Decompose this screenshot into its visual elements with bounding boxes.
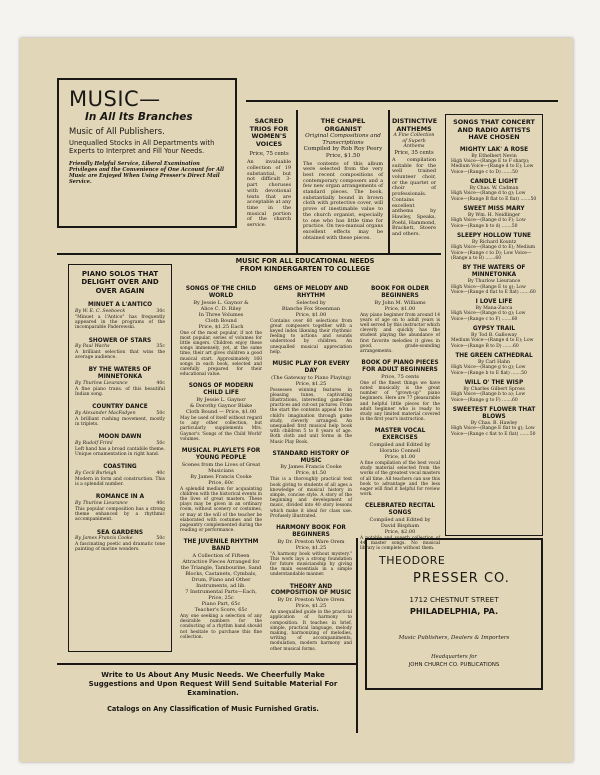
col-c-info-line: Compiled and Edited by — [369, 517, 431, 524]
footer-vrule — [356, 538, 358, 733]
col-a-title: SONGS OF MODERN CHILD LIFE — [188, 383, 254, 397]
column-beginners — [360, 286, 440, 552]
anthems-title: DISTINCTIVE ANTHEMS — [392, 117, 438, 133]
chapel-organist-price: Price, $1.50 — [325, 152, 361, 159]
music-ad-branches: In All Its Branches — [85, 111, 193, 123]
music-ad-publishers: Music of All Publishers. — [69, 126, 165, 136]
radio-song-item — [451, 233, 537, 261]
radio-song-ranges: High Voice—(Range d to g); Low Voice—(Range B flat to E flat) .......50 — [451, 191, 537, 202]
piano-solo-composer: By Thurlow Lieurance — [75, 381, 128, 387]
col-b-title: HARMONY BOOK FOR BEGINNERS — [276, 525, 346, 538]
col-a-info-line: Piano Part, 65c — [201, 601, 241, 608]
col-a-info-line: Scenes from the Lives of Great Musicians — [181, 461, 261, 474]
col-a-info-line: In Three Volumes — [198, 311, 244, 318]
chapel-organist-subtitle: Original Compositions and Transcriptions — [305, 133, 381, 146]
piano-solo-desc: A brilliant selection that wins the average audience. — [75, 349, 165, 361]
col-a-info-line: By Jessie L. Gaynor & — [193, 299, 249, 306]
presser-city: PHILADELPHIA, PA. — [409, 606, 499, 616]
radio-song-ranges: High Voice—(Range E flat to g); Low Voice—(Range c flat to E flat) .......50 — [451, 426, 536, 437]
col-b-info-line: By James Francis Cooke — [280, 464, 342, 471]
piano-solos-title: PIANO SOLOS THAT DELIGHT OVER AND OVER AGAIN — [81, 270, 159, 295]
col-b-item — [270, 584, 352, 652]
radio-songs-box — [445, 114, 543, 536]
radio-song-composer: By Tod B. Galloway — [471, 332, 517, 338]
chapel-organist-compiled: Compiled by Rob Roy Peery — [303, 146, 383, 153]
col-c-title: BOOK OF PIANO PIECES FOR ADULT BEGINNERS — [361, 360, 439, 374]
radio-song-composer: By Richard Kountz — [471, 239, 517, 245]
piano-solos-list — [75, 302, 165, 552]
radio-song-composer: By Charles Gilbert Spross — [463, 386, 525, 392]
col-b-info-line: Price, $1.00 — [295, 311, 327, 318]
radio-song-item — [451, 380, 537, 403]
divider-v2 — [388, 110, 390, 255]
piano-solo-item — [75, 464, 165, 487]
radio-song-title: SWEETEST FLOWER THAT BLOWS — [452, 407, 536, 420]
col-c-info-line: Horatio Connell — [379, 448, 421, 455]
piano-solo-desc: A fascinating poetic and dramatic tone painting of marine wonders. — [75, 541, 165, 553]
piano-solo-composer: By Thurlow Lieurance — [75, 501, 128, 507]
radio-song-composer: By Carl Hahn — [477, 359, 511, 365]
presser-hq-2: JOHN CHURCH CO. PUBLICATIONS — [408, 662, 500, 668]
col-b-info-line: Price, $1.25 — [295, 603, 327, 610]
distinctive-anthems — [392, 118, 436, 238]
col-c-item — [360, 360, 440, 422]
piano-solo-price: 50c — [156, 441, 165, 447]
radio-song-ranges: High Voice—(Range d to g); Low Voice—(Range c to F) .......60 — [451, 311, 526, 322]
col-c-info-line: Compiled and Edited by — [369, 442, 431, 449]
radio-song-title: BY THE WATERS OF MINNETONKA — [462, 265, 526, 279]
piano-solo-title: COASTING — [103, 464, 137, 471]
col-a-info-line: By Jessie L. Gaynor — [196, 397, 246, 404]
col-c-title: BOOK FOR OLDER BEGINNERS — [370, 286, 429, 299]
col-a-item — [180, 448, 262, 533]
col-a-desc: Any one seeking a selection of any desirable numbers for the conducting of a rhythm band should not hesitate to purchase this fine collection. — [180, 614, 262, 640]
piano-solo-title: SEA GARDENS — [96, 529, 144, 536]
col-c-info-line: Price, $1.00 — [384, 454, 416, 461]
radio-song-ranges: Medium Voice—(Range d to E); Low Voice—(Range B to D) .......60 — [451, 338, 534, 349]
radio-song-composer: By Wm. H. Neidlinger — [467, 212, 521, 218]
presser-name-2: PRESSER CO. — [413, 571, 510, 586]
piano-solo-desc: "Minuet a l'Antico" has frequently appeared in the programs of the incomparable Paderewski. — [75, 314, 165, 331]
column-child-songs — [180, 286, 262, 640]
col-c-desc: A fine compilation of the best vocal study material selected from the works of the greatest vocal masters of all time. All teachers can use this book to advantage and the less eager will find it helpful for review work. — [360, 461, 440, 498]
col-b-desc: Possesses winning features in pleasing tunes, captivating illustrations, interesting game-like practices and cut-out pictures. From the start the contents appeal to the child's imagination through game study, cleverly arranged. An unequalled first musical help book with children 5 to 8 years of age. Both cloth and unit forms in the Music Play Book. — [270, 387, 352, 445]
music-ad-stocks: Unequalled Stocks in All Departments with Experts to Interpret and Fill Your Needs. — [69, 139, 215, 156]
radio-song-title: I LOVE LIFE — [475, 299, 513, 306]
piano-solo-title: SHOWER OF STARS — [88, 337, 152, 344]
col-b-info-line: Price, $1.25 — [295, 380, 327, 387]
col-a-info-line: Price, 60c — [208, 479, 234, 486]
piano-solo-price: 40c — [156, 501, 165, 507]
piano-solo-item — [75, 338, 165, 361]
radio-song-ranges: High Voice—(Range E to g); Low Voice—(Range d flat to E flat) .......60 — [451, 284, 536, 295]
piano-solo-price: 50c — [156, 536, 165, 542]
radio-song-title: WILL O' THE WISP — [464, 380, 524, 387]
sacred-trios-title: SACRED TRIOS FOR WOMEN'S VOICES — [249, 117, 289, 148]
radio-song-composer: By Chas. W. Cadman — [469, 185, 519, 191]
presser-box — [365, 538, 543, 690]
col-a-info-line: By James Francis Cooke — [190, 473, 252, 480]
radio-song-title: SLEEPY HOLLOW TUNE — [456, 233, 532, 240]
col-c-item — [360, 286, 440, 354]
piano-solo-title: BY THE WATERS OF MINNETONKA — [88, 367, 152, 381]
music-ad-box — [57, 78, 237, 228]
piano-solo-item — [75, 404, 165, 427]
piano-solo-composer: By James Francis Cooke — [75, 536, 133, 542]
radio-song-item — [451, 407, 537, 437]
music-ad-title: MUSIC— — [69, 87, 161, 111]
radio-song-composer: By Thurlow Lieurance — [467, 278, 521, 284]
radio-song-composer: By Ethelbert Nevin — [471, 153, 517, 159]
piano-solo-desc: Modern in form and construction. This is a splendid number. — [75, 476, 165, 487]
radio-song-composer: By Chas. B. Hawley — [470, 420, 518, 426]
piano-solo-desc: A brilliant rushing movement, mostly in triplets. — [75, 416, 165, 427]
col-c-info-line: By John M. Williams — [374, 299, 426, 306]
radio-song-ranges: High Voice—(Range g to g); Low Voice—(Range b to E flat) .......50 — [451, 365, 527, 376]
piano-solo-title: COUNTRY DANCE — [92, 404, 148, 411]
piano-solo-price: 35c — [156, 344, 165, 350]
col-c-info-line: Price, 75 cents — [381, 373, 419, 380]
radio-song-ranges: High Voice—(Range b to a); Low Voice—(Range g to F) .......60 — [451, 392, 526, 403]
col-a-info-line: & Dorothy Gaynor Blake — [189, 403, 253, 410]
col-b-title: THEORY AND COMPOSITION OF MUSIC — [270, 583, 352, 597]
anthems-desc: A compilation suitable for the well trained volunteer choir, or the quartet or choir of professionals. Contains excellent anthems by Hawley, Speaks, Poehl, Hammond, Brackett, Stoere and others. — [392, 156, 436, 238]
radio-song-title: SWEET MISS MARY — [463, 206, 525, 213]
col-a-info-line: Teacher's Score, 65c — [194, 607, 248, 614]
piano-solo-price: 30c — [156, 309, 165, 315]
presser-tagline: Music Publishers, Dealers & Importers — [398, 635, 510, 641]
piano-solos-box — [68, 264, 172, 652]
page — [20, 38, 573, 762]
col-b-title: STANDARD HISTORY OF MUSIC — [272, 450, 350, 464]
col-c-title: MASTER VOCAL EXERCISES — [374, 428, 426, 442]
col-a-info-line: 7 Instrumental Parts—Each, Price, 25c — [185, 589, 257, 602]
col-c-info-line: David Bispham — [380, 523, 420, 530]
piano-solo-composer: By Paul Wachs — [75, 344, 110, 350]
radio-song-item — [451, 326, 537, 349]
col-b-info-line: (The Gateway to Piano Playing) — [271, 374, 351, 381]
radio-song-item — [451, 299, 537, 322]
anthems-price: Price, 35 cents — [394, 149, 434, 156]
piano-solo-composer: By Cecil Burleigh — [75, 471, 117, 477]
piano-solo-desc: This popular composition has a strong theme enhanced by a rhythmic accompaniment. — [75, 506, 165, 523]
edu-header-1: MUSIC FOR ALL EDUCATIONAL NEEDS — [235, 257, 375, 265]
col-b-desc: An unequalled guide in the practical application of harmony to composition. It teaches in brief, simple, practical language, melody making, harmonizing of melodies, writing of accompaniments, modulation, modern harmony and other musical forms. — [270, 610, 352, 652]
col-a-title: SONGS OF THE CHILD WORLD — [185, 286, 257, 299]
radio-song-title: GYPSY TRAIL — [472, 326, 516, 333]
sacred-trios — [247, 118, 291, 229]
presser-hq-1: Headquarters for — [431, 654, 477, 660]
col-a-title: THE JUVENILE RHYTHM BAND — [183, 539, 259, 553]
footer-rule — [57, 663, 357, 665]
col-a-info-line: Cloth Bound — Price, $1.00 — [185, 409, 257, 416]
piano-solo-title: MINUET A L'ANTICO — [87, 302, 153, 309]
col-b-item — [270, 361, 352, 445]
radio-song-item — [451, 206, 537, 229]
piano-solo-price: 50c — [156, 411, 165, 417]
col-b-info-line: Selected by — [296, 299, 326, 306]
radio-song-item — [451, 265, 537, 295]
edu-rule-top — [57, 253, 441, 255]
chapel-organist — [303, 118, 383, 241]
footer-catalogs: Catalogs on Any Classification of Music Furnished Gratis. — [107, 705, 319, 713]
col-b-info-line: Price, $1.50 — [295, 470, 327, 477]
piano-solo-item — [75, 302, 165, 330]
radio-song-title: MIGHTY LAK' A ROSE — [459, 146, 529, 153]
piano-solo-price: 40c — [156, 471, 165, 477]
col-b-info-line: By Dr. Preston Ware Orem — [277, 538, 345, 545]
radio-song-ranges: High Voice—(Range E to F sharp); Medium Voice—(Range d to E); Low Voice—(Range c to D) .......50 — [451, 159, 534, 175]
piano-solo-item — [75, 434, 165, 457]
col-a-item — [180, 539, 262, 640]
col-c-desc: Any piano beginner from around 14 years of age on to adult years is well served by this instructor which cleverly and quickly has the student playing the abundance of first favorite melodies it gives in good, grade-sounding arrangements. — [360, 312, 440, 355]
radio-song-ranges: High Voice—(Range d to E); Medium Voice—(Range c to D); Low Voice—(Range a to B) .......60 — [451, 245, 536, 262]
radio-songs-list — [451, 147, 537, 437]
radio-song-item — [451, 179, 537, 202]
piano-solo-title: ROMANCE IN A — [95, 494, 145, 501]
presser-street: 1712 CHESTNUT STREET — [409, 595, 499, 604]
col-c-info-line: Price, $1.00 — [384, 305, 416, 312]
piano-solo-composer: By W. E. C. Seeboeck — [75, 309, 126, 315]
col-c-item — [360, 428, 440, 497]
col-a-info-line: Alice C. D. Riley — [200, 305, 242, 312]
sacred-trios-price: Price, 75 cents — [249, 151, 289, 158]
col-b-item — [270, 286, 352, 355]
col-b-info-line: By Dr. Preston Ware Orem — [277, 597, 345, 604]
col-b-info-line: Blanche Fox Steenman — [281, 305, 341, 312]
col-b-desc: This is a thoroughly practical text book giving to students of all ages a knowledge of musical history in simple, concise style. A story of the beginning and development of music, divided into 40 story lessons which make it ideal for class use. Profusely illustrated. — [270, 477, 352, 519]
col-b-item — [270, 525, 352, 578]
piano-solo-item — [75, 494, 165, 522]
col-a-info-line: A Collection of Fifteen Attractive Pieces Arranged for the Triangle, Tambourine, Sand Blocks, Castanets, Cymbals, Drum, Piano and Other Instruments, ad lib. — [180, 553, 262, 590]
radio-song-item — [451, 353, 537, 376]
anthems-subtitle: A Fine Collection of Superb Anthems — [393, 133, 435, 150]
piano-solo-desc: A fine piano trans. of this beautiful Indian song. — [75, 386, 165, 397]
col-b-desc: Contains over 60 selections from great composers together with a keyed index likening their rhythmic feeling to actions and sounds understood by children. An unequalled musical appreciation help. — [270, 318, 352, 355]
col-a-desc: One of the most popular, if not the most popular, series of volumes for little singers. Children enjoy these songs immensely, yet, at the same time, their art gives children a good musical start. Approximately 160 songs in each book, selected and carefully prepared for their educational value. — [180, 330, 262, 378]
col-c-title: CELEBRATED RECITAL SONGS — [364, 503, 436, 517]
piano-solo-item — [75, 367, 165, 397]
column-theory — [270, 286, 352, 652]
col-b-info-line: Price, $1.25 — [295, 544, 327, 551]
piano-solo-composer: By Alexander MacFadyen — [75, 411, 136, 417]
col-a-info-line: Price, $1.25 Each — [198, 323, 244, 330]
radio-song-item — [451, 147, 537, 175]
radio-song-ranges: High Voice—(Range d to F); Low Voice—(Range b to d) .......50 — [451, 218, 526, 229]
footer-message: Write to Us About Any Music Needs. We Cheerfully Make Suggestions and Upon Request Will Send Suitable Material For Examination. — [88, 671, 338, 697]
radio-song-title: THE GREEN CATHEDRAL — [455, 353, 533, 360]
presser-name-1: THEODORE — [379, 554, 446, 567]
col-a-desc: May be used of itself without regard to any other collection, but particularly supplements Mrs. Gaynor's 'Songs of the Child World' volumes. — [180, 416, 262, 442]
col-a-item — [180, 383, 262, 442]
sacred-trios-desc: An invaluable collection of 19 substantial, but not difficult 3-part choruses with devotional texts that are acceptable at any time in the musical portion of the church service. — [247, 159, 291, 229]
col-a-desc: A splendid medium for acquainting children with the historical events in the lives of great masters. These plays may be given in an ordinary room, without scenery or costumes, or may at the will of the teacher be elaborated with costumes and the pageantry complemented during the reading or performance. — [180, 486, 262, 534]
col-b-item — [270, 451, 352, 519]
col-b-desc: "A harmony book without mystery." This work lays a strong foundation for future musicianship by giving the main essentials in a simple understandable manner. — [270, 551, 352, 578]
divider-v1 — [296, 110, 298, 255]
col-c-desc: A notable and superb collection of 44 master songs. No musical library is complete without them. — [360, 536, 440, 552]
radio-songs-title: SONGS THAT CONCERT AND RADIO ARTISTS HAVE CHOSEN — [453, 118, 535, 142]
col-b-title: MUSIC PLAY FOR EVERY DAY — [272, 361, 350, 374]
piano-solo-price: 40c — [156, 381, 165, 387]
edu-header-2: FROM KINDERGARTEN TO COLLEGE — [240, 265, 370, 273]
music-ad-service: Friendly Helpful Service, Liberal Examination Privileges and the Convenience of One Account for All Music are Enjoyed When Using Presser's Direct Mail Service. — [69, 160, 224, 186]
piano-solo-item — [75, 530, 165, 553]
col-a-title: MUSICAL PLAYLETS FOR YOUNG PEOPLE — [181, 448, 261, 461]
radio-song-title: CANDLE LIGHT — [470, 179, 518, 186]
piano-solo-title: MOON DAWN — [98, 434, 142, 441]
top-rule — [246, 100, 558, 102]
piano-solo-desc: Left hand has a broad cantabile theme. Unique ornamentation in right hand. — [75, 446, 165, 457]
chapel-organist-desc: The contents of this album were selected from the very best recent compositions of contemporary composers and a few new organ arrangements of standard pieces. The book, substantially bound in brown cloth with protective cover, will prove of inestimable value to the church organist, especially to one who has little time for practice. On two-manual organs excellent effects may be obtained with these pieces. — [303, 160, 383, 241]
col-b-title: GEMS OF MELODY AND RHYTHM — [273, 286, 349, 299]
piano-solo-composer: By Rudolf Friml — [75, 441, 113, 447]
col-c-desc: One of the finest things we have noted musically is the great number of "grown-up" piano beginners. Here are 77 pleasurable and helpful little pieces for the adult beginner who is ready to study any limited material covered in the first year's instruction. — [360, 380, 440, 423]
col-a-info-line: Cloth Bound — [205, 317, 237, 324]
radio-song-composer: By Mana-Zucca — [475, 305, 513, 311]
chapel-organist-title: THE CHAPEL ORGANIST — [320, 117, 366, 133]
col-a-item — [180, 286, 262, 377]
col-c-info-line: Price, $2.00 — [384, 529, 416, 536]
